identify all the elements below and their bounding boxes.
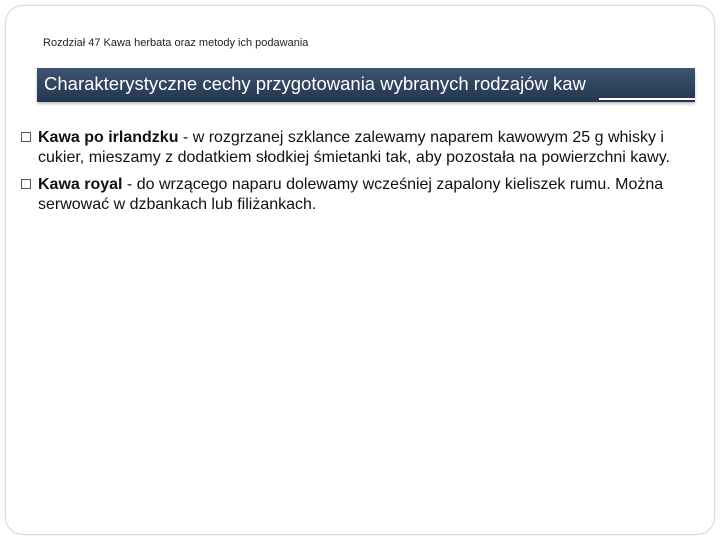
slide-title: Charakterystyczne cechy przygotowania wybranych rodzajów kaw — [44, 73, 586, 94]
checkbox-bullet-icon — [21, 179, 31, 189]
bullet-text: - do wrzącego naparu dolewamy wcześniej zapalony kieliszek rumu. Można serwować w dzbankach lub filiżankach. — [38, 176, 664, 213]
bullet-text: - w rozgrzanej szklance zalewamy naparem kawowym 25 g whisky i cukier, mieszamy z dodatkiem słodkiej śmietanki tak, aby pozostała na powierzchni kawy. — [38, 129, 670, 166]
slide-frame — [5, 5, 715, 535]
bullet-item-royal-coffee — [20, 175, 670, 215]
chapter-header: Rozdział 47 Kawa herbata oraz metody ich podawania — [43, 37, 309, 49]
bullet-list — [20, 128, 670, 222]
checkbox-bullet-icon — [21, 132, 31, 142]
bullet-term: Kawa royal — [38, 176, 123, 193]
title-bar — [37, 68, 695, 102]
bullet-item-irish-coffee — [20, 128, 670, 168]
bullet-term: Kawa po irlandzku — [38, 129, 179, 146]
title-underline — [599, 98, 695, 100]
